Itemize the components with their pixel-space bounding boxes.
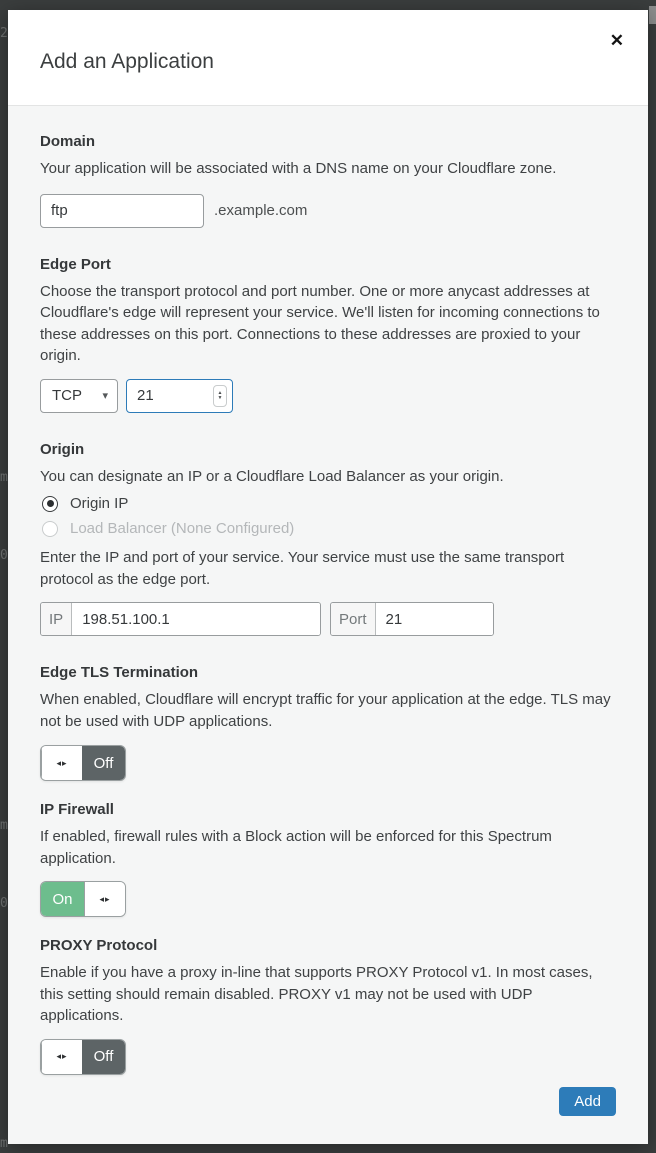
chevron-down-icon: ▾ [102, 390, 108, 402]
domain-description: Your application will be associated with a DNS name on your Cloudflare zone. [40, 160, 557, 177]
close-icon[interactable]: ✕ [609, 31, 624, 50]
proxy-protocol-heading: PROXY Protocol [40, 937, 158, 954]
proxy-protocol-toggle[interactable] [40, 1039, 126, 1075]
origin-ip-instructions: Enter the IP and port of your service. Your service must use the same transport protocol as the edge port. [40, 549, 565, 588]
add-application-modal [8, 10, 648, 1144]
origin-description: You can designate an IP or a Cloudflare Load Balancer as your origin. [40, 467, 504, 485]
protocol-select-value: TCP [52, 387, 82, 404]
edge-port-input-wrap [126, 379, 233, 413]
background-artifact: 2 [0, 26, 8, 41]
proxy-protocol-toggle-state: Off [82, 1040, 125, 1074]
background-artifact: m [0, 470, 8, 485]
modal-header [8, 10, 648, 106]
edge-tls-description: When enabled, Cloudflare will encrypt traffic for your application at the edge. TLS may not be used with UDP applications. [40, 691, 611, 730]
background-artifact: m [0, 1136, 8, 1151]
modal-body [8, 132, 648, 1116]
domain-heading: Domain [40, 133, 96, 150]
radio-load-balancer-label: Load Balancer (None Configured) [70, 520, 295, 537]
ip-firewall-heading: IP Firewall [40, 801, 114, 818]
origin-port-input[interactable] [376, 603, 493, 635]
origin-port-prefix: Port [331, 603, 376, 635]
stepper-down-icon: ▼ [217, 394, 223, 401]
edge-tls-toggle[interactable] [40, 745, 126, 781]
ip-firewall-description: If enabled, firewall rules with a Block action will be enforced for this Spectrum application. [40, 828, 552, 867]
toggle-handle-icon: ◂▸ [84, 882, 125, 916]
origin-heading: Origin [40, 440, 85, 458]
modal-footer [40, 1087, 616, 1116]
toggle-handle-icon: ◂▸ [41, 746, 82, 780]
add-button[interactable]: Add [559, 1087, 616, 1116]
origin-ip-group [40, 602, 321, 636]
edge-tls-heading: Edge TLS Termination [40, 664, 199, 681]
background-artifact: 0 [0, 896, 8, 911]
protocol-select[interactable] [40, 379, 118, 413]
edge-port-description: Choose the transport protocol and port number. One or more anycast addresses at Cloudflare's edge will represent your service. We'll listen for incoming connections to these addresses on this port. Connections to these addresses are proxied to your origin. [40, 282, 600, 364]
domain-suffix: .example.com [214, 202, 308, 219]
background-artifact: 0 [0, 548, 8, 563]
origin-ip-port-row [40, 602, 616, 636]
radio-origin-ip[interactable] [40, 491, 616, 516]
radio-disabled-icon [42, 521, 58, 537]
edge-tls-toggle-state: Off [82, 746, 125, 780]
origin-ip-input[interactable] [72, 603, 320, 635]
radio-load-balancer[interactable] [40, 516, 616, 541]
origin-ip-prefix: IP [41, 603, 72, 635]
ip-firewall-toggle[interactable] [40, 881, 126, 917]
background-artifact [649, 6, 656, 24]
proxy-protocol-description: Enable if you have a proxy in-line that supports PROXY Protocol v1. In most cases, this setting should remain disabled. PROXY v1 may not be used with UDP applications. [40, 964, 593, 1024]
origin-port-group [330, 602, 494, 636]
ip-firewall-toggle-state: On [41, 882, 84, 916]
domain-input[interactable] [40, 194, 204, 228]
background-artifact: m [0, 818, 8, 833]
origin-radio-group [40, 491, 616, 541]
modal-title: Add an Application [40, 50, 214, 73]
domain-row [40, 194, 616, 228]
stepper-up-icon: ▲ [217, 389, 223, 396]
number-stepper[interactable] [213, 385, 227, 407]
edge-port-controls [40, 379, 616, 413]
radio-selected-icon [42, 496, 58, 512]
toggle-handle-icon: ◂▸ [41, 1040, 82, 1074]
edge-port-heading: Edge Port [40, 255, 111, 273]
radio-origin-ip-label: Origin IP [70, 495, 129, 512]
